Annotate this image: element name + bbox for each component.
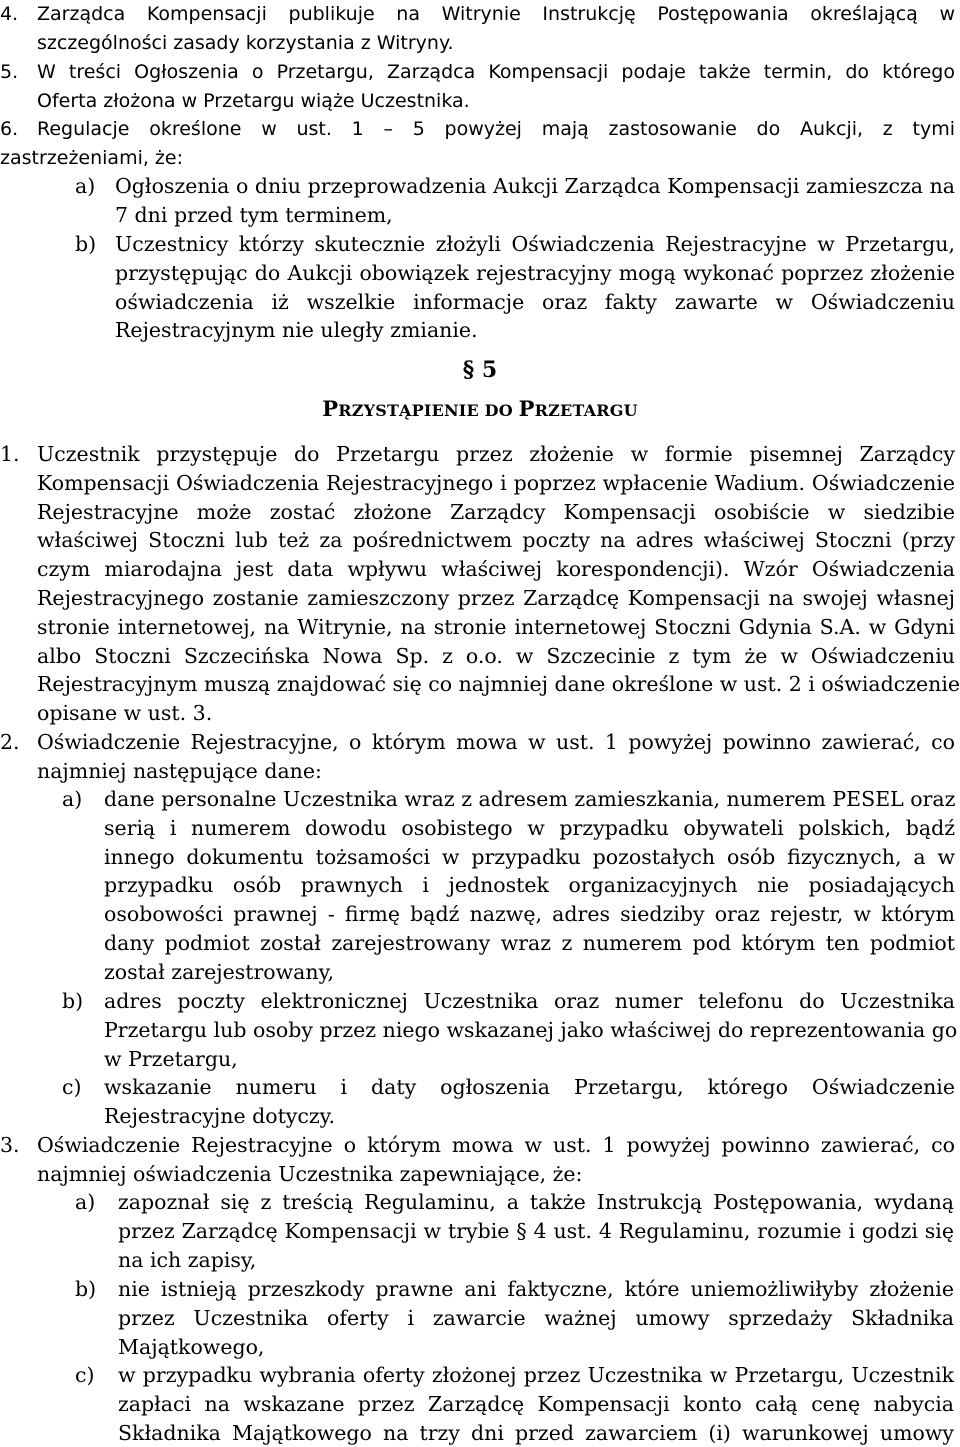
text-line: adres poczty elektronicznej Uczestnika oraz numer telefonu do Uczestnika (104, 989, 955, 1013)
text-line: 7 dni przed tym terminem, (115, 203, 393, 227)
item-number: 2. (0, 730, 20, 754)
text-line: Rejestracyjne może zostać złożone Zarządcy Kompensacji osobiście w siedzibie (37, 500, 955, 524)
text-line: przez Uczestnika oferty i zawarcie ważnej umowy sprzedaży Składnika (118, 1306, 954, 1330)
item-number: 5. (0, 61, 19, 83)
heading-letter: P (518, 396, 535, 421)
text-line: Kompensacji Oświadczenia Rejestracyjnego i poprzez wpłacenie Wadium. Oświadczenie (37, 471, 955, 495)
text-line: Majątkowego, (118, 1335, 265, 1359)
item-number: b) (75, 1277, 97, 1301)
section-sign: § 5 (462, 357, 498, 383)
text-line: zastrzeżeniami, że: (0, 147, 183, 169)
text-line: przypadku osób prawnych i jednostek organizacyjnych nie posiadających (104, 873, 955, 897)
text-line: Oferta złożona w Przetargu wiąże Uczestnika. (37, 90, 470, 112)
text-line: osobowości prawnej - firmę bądź nazwę, adres siedziby oraz rejestr, w którym (104, 902, 955, 926)
text-line: na ich zapisy, (118, 1248, 257, 1272)
text-line: W treści Ogłoszenia o Przetargu, Zarządca Kompensacji podaje także termin, do którego (37, 61, 955, 83)
text-line: najmniej oświadczenia Uczestnika zapewniające, że: (37, 1162, 583, 1186)
text-line: albo Stoczni Szczecińska Nowa Sp. z o.o. w Szczecinie z tym że w Oświadczeniu (37, 644, 955, 668)
text-line: właściwej Stoczni lub też za pośrednictwem poczty na adres właściwej Stoczni (przy (37, 528, 955, 552)
section-heading (0, 394, 960, 426)
text-line: zapłaci na wskazane przez Zarządcę Kompensacji konto całą cenę nabycia (118, 1392, 954, 1416)
text-line: zapoznał się z treścią Regulaminu, a także Instrukcją Postępowania, wydaną (118, 1190, 954, 1214)
text-line: Oświadczenie Rejestracyjne, o którym mowa w ust. 1 powyżej powinno zawierać, co (37, 730, 955, 754)
item-number: a) (75, 174, 96, 198)
heading-text: RZETARGU (534, 401, 638, 420)
heading-text: RZYSTĄPIENIE DO (338, 401, 519, 420)
text-line: Przetargu lub osoby przez niego wskazanej jako właściwej do reprezentowania go (104, 1018, 958, 1042)
text-line: Rejestracyjnego zostanie zamieszczony przez Zarządcę Kompensacji na swojej własnej (37, 586, 955, 610)
item-number: 1. (0, 442, 20, 466)
text-line: Oświadczenie Rejestracyjne o którym mowa w ust. 1 powyżej powinno zawierać, co (37, 1133, 955, 1157)
text-line: w Przetargu, (104, 1047, 238, 1071)
text-line: oświadczenia iż wszelkie informacje oraz fakty zawarte w Oświadczeniu (115, 290, 955, 314)
text-line: Rejestracyjnym muszą znajdować się co najmniej dane określone w ust. 2 i oświadczenie (37, 672, 960, 696)
text-line: Rejestracyjnym nie uległy zmianie. (115, 318, 478, 342)
text-line: Uczestnicy którzy skutecznie złożyli Oświadczenia Rejestracyjne w Przetargu, (115, 232, 955, 256)
text-line: Rejestracyjne dotyczy. (104, 1104, 336, 1128)
item-number: 6. (0, 118, 19, 140)
heading-letter: P (322, 396, 339, 421)
text-line: Uczestnik przystępuje do Przetargu przez złożenie w formie pisemnej Zarządcy (37, 442, 955, 466)
text-line: Składnika Majątkowego na trzy dni przed zawarciem (i) warunkowej umowy (118, 1421, 954, 1445)
item-number: b) (75, 232, 97, 256)
text-line: szczególności zasady korzystania z Witryny. (37, 32, 454, 54)
item-number: a) (62, 787, 83, 811)
item-number: 4. (0, 3, 19, 25)
item-number: c) (62, 1075, 82, 1099)
text-line: serią i numerem dowodu osobistego w przypadku obywateli polskich, bądź (104, 816, 955, 840)
text-line: opisane w ust. 3. (37, 701, 213, 725)
item-number: b) (62, 989, 84, 1013)
item-number: a) (75, 1190, 96, 1214)
text-line: dany podmiot został zarejestrowany wraz z numerem pod którym ten podmiot (104, 931, 955, 955)
text-line: najmniej następujące dane: (37, 759, 322, 783)
text-line: czym miarodajna jest data wpływu właściwej korespondencji). Wzór Oświadczenia (37, 557, 955, 581)
text-line: Ogłoszenia o dniu przeprowadzenia Aukcji Zarządca Kompensacji zamieszcza na (115, 174, 955, 198)
text-line: Zarządca Kompensacji publikuje na Witrynie Instrukcję Postępowania określającą w (37, 3, 955, 25)
text-line: przystępując do Aukcji obowiązek rejestracyjny mogą wykonać poprzez złożenie (115, 261, 955, 285)
text-line: nie istnieją przeszkody prawne ani faktyczne, które uniemożliwiłyby złożenie (118, 1277, 954, 1301)
text-line: przez Zarządcę Kompensacji w trybie § 4 ust. 4 Regulaminu, rozumie i godzi się (118, 1219, 954, 1243)
item-number: 3. (0, 1133, 20, 1157)
text-line: został zarejestrowany, (104, 960, 334, 984)
text-line: dane personalne Uczestnika wraz z adresem zamieszkania, numerem PESEL oraz (104, 787, 956, 811)
text-line: Regulacje określone w ust. 1 – 5 powyżej mają zastosowanie do Aukcji, z tymi (37, 118, 955, 140)
text-line: innego dokumentu tożsamości w przypadku pozostałych osób fizycznych, a w (104, 845, 955, 869)
text-line: wskazanie numeru i daty ogłoszenia Przetargu, którego Oświadczenie (104, 1075, 955, 1099)
item-number: c) (75, 1363, 95, 1387)
text-line: stronie internetowej, na Witrynie, na stronie internetowej Stoczni Gdynia S.A. w Gdyni (37, 615, 955, 639)
text-line: w przypadku wybrania oferty złożonej przez Uczestnika w Przetargu, Uczestnik (118, 1363, 954, 1387)
